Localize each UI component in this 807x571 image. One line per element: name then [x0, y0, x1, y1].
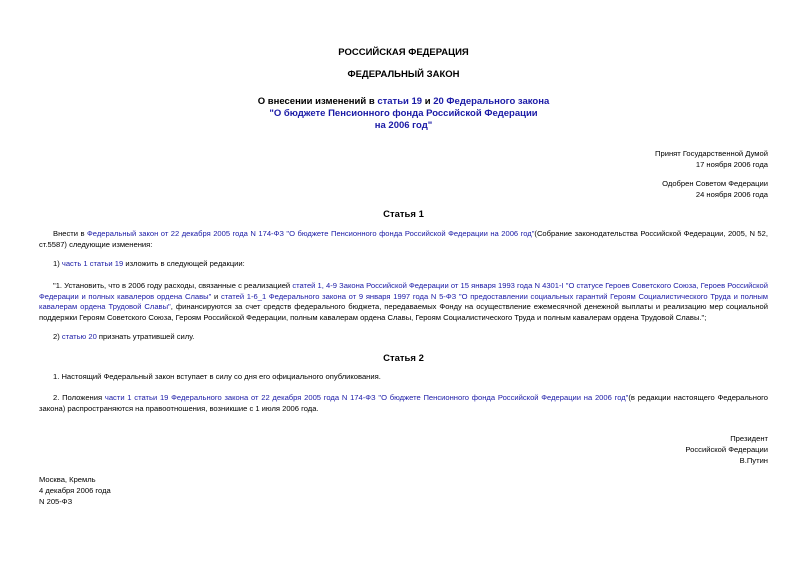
article-19-link[interactable]: статьи 19	[377, 96, 423, 107]
law-title-line-3[interactable]: на 2006 год"	[374, 120, 433, 131]
place-and-date: Москва, Кремль 4 декабря 2006 года N 205-ФЗ	[39, 475, 111, 506]
article-1-item-2: 2) статью 20 признать утратившей силу.	[53, 332, 195, 341]
duma-adoption: Принят Государственной Думой 17 ноября 2006 года	[655, 149, 768, 169]
country-heading: РОССИЙСКАЯ ФЕДЕРАЦИЯ	[338, 47, 469, 58]
article-20-ref-link[interactable]: статью 20	[61, 332, 97, 341]
article-1-quote: "1. Установить, что в 2006 году расходы, связанные с реализацией статей 1, 4-9 Закона Российской Федерации от 15 января 1993 года N 4301-I "О статусе Героев Советского Союза, Героев Российской Федерации и полных кавалеров ордена Славы" и статей 1-6_1 Федерального закона от 9 января 1997 года N 5-ФЗ "О предоставлении социальных гарантий Героям Социалистического Труда и полным кавалерам ордена Трудовой Славы", финансируются за счет средств федерального бюджета, передаваемых Фонду на осуществление ежемесячной денежной выплаты и реализацию мер социальной поддержки Героям Советского Союза, Героям Российской Федерации, полным кавалерам ордена Славы, Героям Социалистического Труда и полным кавалерам ордена Трудовой Славы.";	[39, 281, 769, 322]
law-title-line-1: О внесении изменений в статьи 19 и 20 Федерального закона	[257, 96, 550, 107]
law-title	[0, 96, 807, 132]
article-2-para-2: 2. Положения части 1 статьи 19 Федерального закона от 22 декабря 2005 года N 174-ФЗ "О бюджете Пенсионного фонда Российской Федерации на 2006 год"(в редакции настоящего Федерального закона) распространяются на правоотношения, возникшие с 1 июля 2006 года.	[39, 393, 768, 413]
article-1-heading: Статья 1	[383, 209, 424, 220]
law-type-heading: ФЕДЕРАЛЬНЫЙ ЗАКОН	[347, 69, 460, 80]
part-1-article-19-law-174-link[interactable]: части 1 статьи 19 Федерального закона от 22 декабря 2005 года N 174-ФЗ "О бюджете Пенсионного фонда Российской Федерации на 2006 год"	[104, 393, 629, 402]
federal-law-174-link[interactable]: Федеральный закон от 22 декабря 2005 года N 174-ФЗ "О бюджете Пенсионного фонда Российской Федерации на 2006 год"	[87, 229, 535, 238]
article-2-para-1: 1. Настоящий Федеральный закон вступает в силу со дня его официального опубликования.	[53, 372, 381, 381]
article-1-item-1: 1) часть 1 статьи 19 изложить в следующей редакции:	[53, 259, 245, 268]
council-approval: Одобрен Советом Федерации 24 ноября 2006 года	[662, 179, 768, 199]
law-5-fz-link[interactable]: статей 1-6_1 Федерального закона от 9 января 1997 года N 5-ФЗ "О предоставлении социальных гарантий Героям Социалистического Труда и полным кавалерам ордена Трудовой Славы"	[39, 291, 769, 311]
article-1-intro: Внести в Федеральный закон от 22 декабря 2005 года N 174-ФЗ "О бюджете Пенсионного фонда Российской Федерации на 2006 год"(Собрание законодательства Российской Федерации, 2005, N 52, ст.5587) следующие изменения:	[39, 229, 768, 249]
president-signature: Президент Российской Федерации В.Путин	[685, 434, 768, 465]
law-4301-link[interactable]: статей 1, 4-9 Закона Российской Федерации от 15 января 1993 года N 4301-I "О статусе Героев Советского Союза, Героев Российской Федерации и полных кавалеров ордена Славы"	[39, 281, 768, 301]
article-2-heading: Статья 2	[383, 353, 424, 364]
article-20-link[interactable]: 20 Федерального закона	[433, 96, 550, 107]
part-1-article-19-link[interactable]: часть 1 статьи 19	[61, 259, 124, 268]
law-title-line-2[interactable]: "О бюджете Пенсионного фонда Российской Федерации	[269, 108, 538, 119]
